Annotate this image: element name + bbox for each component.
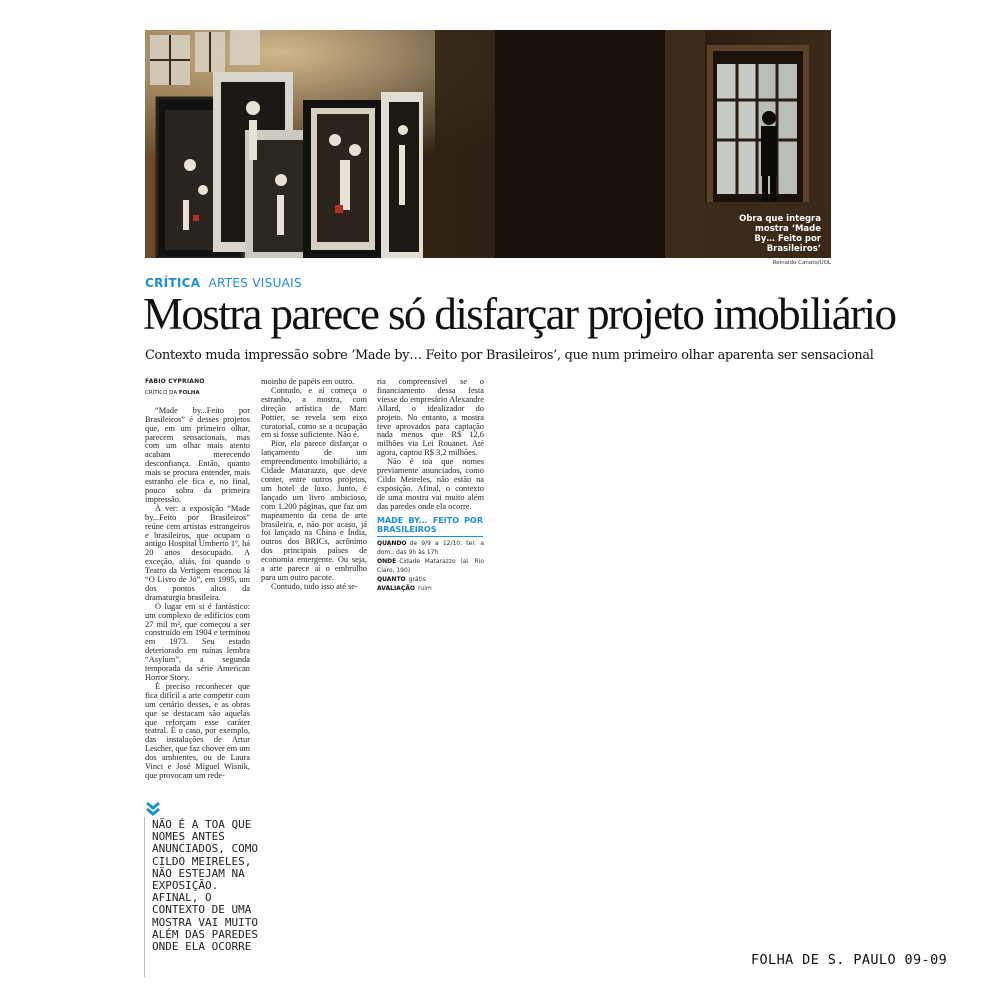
info-row-price [377,575,484,584]
info-row-when [377,539,484,557]
article-column-2 [261,378,367,592]
info-value: grátis [408,575,426,583]
info-label: QUANDO [377,539,407,547]
paragraph: ria compreensível se o financiamento dessa festa viesse do empresário Alexandre Allard, o idealizador do projeto. No entanto, a mostra teve aprovados para captação nada menos que R$ 12,6 milhões via Lei Rouanet. Até agora, captou R$ 3,2 milhões. [377,377,484,458]
byline-author: FABIO CYPRIANO [145,378,205,385]
paragraph: É preciso reconhecer que fica difícil a arte competir com um cenário desses, e as obras que se destacam são aquelas que reforçam esse caráter teatral. É o caso, por exemplo, das instalações de Artur Lescher, que faz chover em um dos ambientes, ou de Laura Vinci e José Miguel Wisnik, que provocam um rede- [145,681,250,780]
paragraph: “Made by...Feito por Brasileiros” é desses projetos que, em um primeiro olhar, parecem sensacionais, mas com um olhar mais atento acabam merecendo desconfiança. Então, quanto mais se procura entender, mais estranho ele fica e, no final, pouco sobra da primeira impressão. [145,405,250,504]
info-box-title: MADE BY... FEITO POR BRASILEIROS [377,516,483,537]
info-label: QUANTO [377,575,406,583]
paragraph: O lugar em si é fantástico: um complexo de edifícios com 27 mil m², que começou a ser construído em 1904 e terminou em 1973. Seu estado deteriorado em ruínas lembra “Asylum”, a segunda temporada da série American Horror Story. [145,601,250,682]
info-value: ruim [417,584,432,592]
article-column-3 [377,378,484,593]
paragraph: Contudo, tudo isso até se- [271,581,358,591]
byline-role-text: CRÍTICO DA [145,389,178,396]
info-value: de 9/9 a 12/10; ter. a dom., das 9h às 17h [377,539,484,556]
info-box [377,516,484,593]
paragraph: À ver: a exposição “Made by...Feito por Brasileiros” reúne cem artistas estrangeiros e brasileiros, que ocupam o antigo Hospital Umberto 1º, há 20 anos desocupado. A exceção, aliás, foi quando o Teatro da Vertigem encenou lá “O Livro de Jó”, em 1995, um dos pontos altos da dramaturgia brasileira. [145,503,250,602]
photo-caption: Obra que integra mostra ‘Made By… Feito por Brasileiros’ [739,214,821,254]
source-label: FOLHA DE S. PAULO 09-09 [751,952,948,968]
deck: Contexto muda impressão sobre ‘Made by… Feito por Brasileiros’, que num primeiro olhar aparenta ser sensacional [145,348,874,363]
byline-role [145,389,250,398]
info-value: Cidade Matarazzo (al. Rio Claro, 190) [377,557,484,574]
pull-quote-rule [144,817,145,977]
info-row-rating [377,584,484,593]
kicker-section: CRÍTICA [145,276,201,290]
headline: Mostra parece só disfarçar projeto imobiliário [143,289,896,339]
info-label: ONDE [377,557,397,565]
paragraph: Contudo, e aí começa o estranho, a mostra, com direção artística de Marc Pottier, se revela sem eixo curatorial, como se a ocupação em si fosse suficiente. Não é. [261,385,367,440]
gallery-photo-illustration [145,30,831,258]
kicker-subsection: ARTES VISUAIS [208,276,302,290]
paragraph: Pior, ela parece disfarçar o lançamento de um empreendimento imobiliário, a Cidade Matarazzo, que deve conter, entre outros projetos, um hotel de luxo. Junto, é lançado um livro ambicioso, com 1.200 páginas, que faz um mapeamento da cena de arte brasileira, e, não por acaso, já foi lançado na China e Índia, outros dos BRICs, acrônimo dos principais países de economia emergente. Ou seja, a arte parece aí o embrulho para um outro pacote. [261,439,367,582]
photo-credit: Reinaldo Canato/UOL [772,260,831,266]
article-column-1 [145,378,250,781]
pull-quote: NÃO É A TOA QUE NOMES ANTES ANUNCIADOS, COMO CILDO MEIRELES, NÃO ESTEJAM NA EXPOSIÇÃO. AFINAL, O CONTEXTO DE UMA MOSTRA VAI MUITO ALÉM DAS PAREDES ONDE ELA OCORRE [152,818,258,954]
article-photo [145,30,831,258]
byline-paper: FOLHA [178,389,200,396]
info-row-where [377,557,484,575]
double-chevron-down-icon [145,801,161,817]
paragraph: Não é toa que nomes previamente anunciados, como Cildo Meireles, não estão na exposição. Afinal, o contexto de uma mostra vai muito além das paredes onde ela ocorre. [377,457,484,511]
paragraph: moinho de papéis em outro. [261,377,355,386]
info-label: AVALIAÇÃO [377,584,415,592]
